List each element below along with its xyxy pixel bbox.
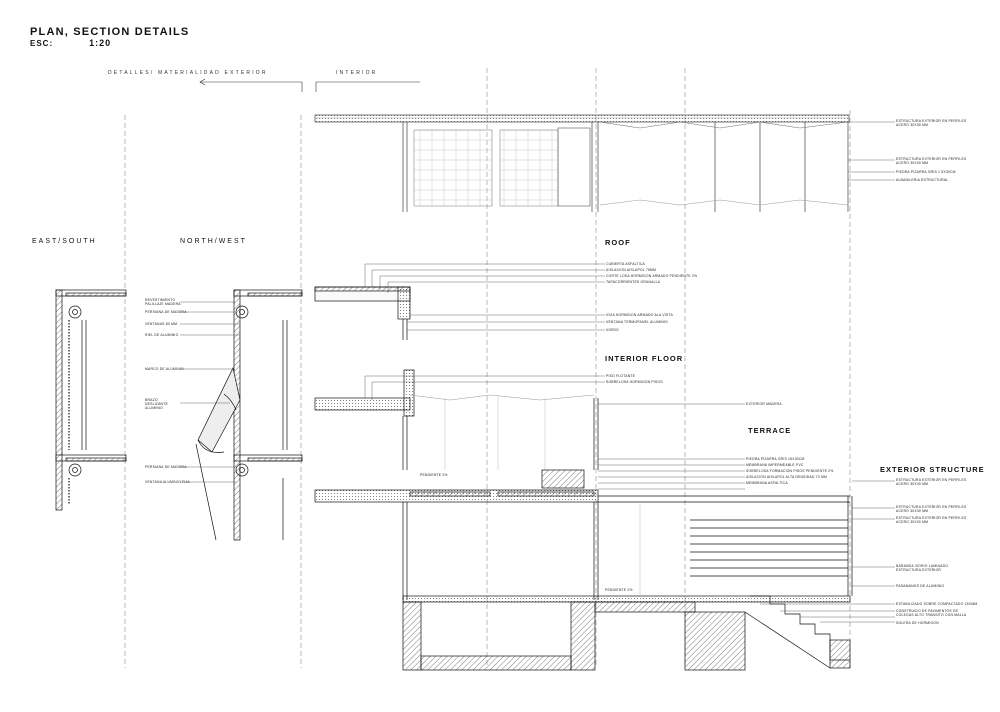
note-roof-4: VIGA HORMIGON ARMADO ALA VISTA (606, 313, 673, 317)
label-terrace: TERRACE (748, 426, 792, 435)
note-plan-3: RIEL DE ALUMINIO (145, 333, 179, 337)
header-brackets (200, 79, 420, 92)
note-plan-0: REVESTIMIENTO PALILLAJE MADERA (145, 298, 181, 306)
note-roof-2: CORTE LOSA HORMIGON ARMADO PENDIENTE 2% (606, 274, 698, 278)
scale-value: 1:20 (89, 38, 112, 48)
plan-east-south (56, 290, 126, 510)
note-plan-1: PERSIANA DE MADERA (145, 310, 187, 314)
top-elevation (315, 115, 850, 212)
note-structure-7: SOLERA DE HORMIGON (896, 621, 939, 625)
note-plan-6: PERSIANA DE MADERA (145, 465, 187, 469)
header-interior: INTERIOR (336, 70, 378, 76)
note-plan-7: VENTANA ALUMINIO FIJA (145, 480, 190, 484)
note-floor-1: SOBRELOSA HORMIGON PISOS (606, 380, 663, 384)
note-terrace-1: PIEDRA PIZARRA GRIS 15X30CM (746, 457, 805, 461)
note-top-2: PIEDRA PIZARRA GRIS 1 5X30CM (896, 170, 956, 174)
note-terrace-3: SOBRELOSA FORMACION PISOS PENDIENTE 2% (746, 469, 834, 473)
note-structure-1: ESTRUCTURA EXTERIOR EN PERFILES ACERO 30X30 MM (896, 505, 967, 513)
note-roof-0: CUBIERTA ASFALTICA (606, 262, 646, 266)
label-exterior-structure: EXTERIOR STRUCTURE (880, 465, 985, 474)
label-interior-floor: INTERIOR FLOOR (605, 354, 684, 363)
note-top-1: ESTRUCTURA EXTERIOR EN PERFILES ACERO 30X30 MM (896, 157, 967, 165)
note-plan-5: BRAZO DESLIZANTE ALUMINIO (145, 398, 168, 410)
page-title: PLAN, SECTION DETAILS (30, 26, 190, 38)
note-roof-5: VENTANA TERMOPANEL ALUMINIO (606, 320, 668, 324)
note-terrace-0: EXTERIOR MADERA (746, 402, 782, 406)
note-structure-5: ESTABILIZADO SOBRE COMPACTADO 15CMM (896, 602, 978, 606)
note-structure-4: PASAMANOS DE ALUMINIO (896, 584, 945, 588)
note-terrace-2: MEMBRANA IMPERMEABLE PVC (746, 463, 804, 467)
note-structure-3: BARANDA VIDRIO LAMINADO ESTRUCTURA EXTERIOR (896, 564, 949, 572)
label-east-south: EAST/SOUTH (32, 238, 97, 245)
note-structure-6: CONSTRUIDO DE PAVIMENTOS DE COLEGAS ALTO TRANSITO CON MALLA (896, 609, 967, 617)
mark-slope-0: PENDIENTE 2% (420, 473, 448, 477)
note-roof-1: AISLACION AISLAPOL 75MM (606, 268, 657, 272)
note-plan-2: VENTANAS 80 MM (145, 322, 178, 326)
scale-prefix: ESC: (30, 39, 54, 48)
note-top-3: ALBANILERIA ESTRUCTURAL (896, 178, 949, 182)
header-exterior: DETALLES/ MATERIALIDAD EXTERIOR (108, 70, 268, 76)
note-roof-6: VIDRIO (606, 328, 619, 332)
label-roof: ROOF (605, 238, 631, 247)
note-roof-3: TAPACORRIENTES GRANALLA (606, 280, 661, 284)
note-floor-0: PISO FLOTANTE (606, 374, 636, 378)
label-north-west: NORTH/WEST (180, 238, 247, 245)
note-structure-2: ESTRUCTURA EXTERIOR EN PERFILES ACERO 30X30 MM (896, 516, 967, 524)
note-structure-0: ESTRUCTURA EXTERIOR EN PERFILES ACERO 30X30 MM (896, 478, 967, 486)
scale-label (30, 38, 111, 48)
note-terrace-5: MEMBRANA ASFALTICA (746, 481, 788, 485)
note-terrace-4: AISLACION AISLAPOL ALTA DENSIDAD 70 MM (746, 475, 828, 479)
plan-north-west (196, 290, 302, 540)
mark-slope-1: PENDIENTE 2% (605, 588, 633, 592)
note-plan-4: MARCO DE ALUMINIO (145, 367, 184, 371)
note-top-0: ESTRUCTURA EXTERIOR EN PERFILES ACERO 30X30 MM (896, 119, 967, 127)
